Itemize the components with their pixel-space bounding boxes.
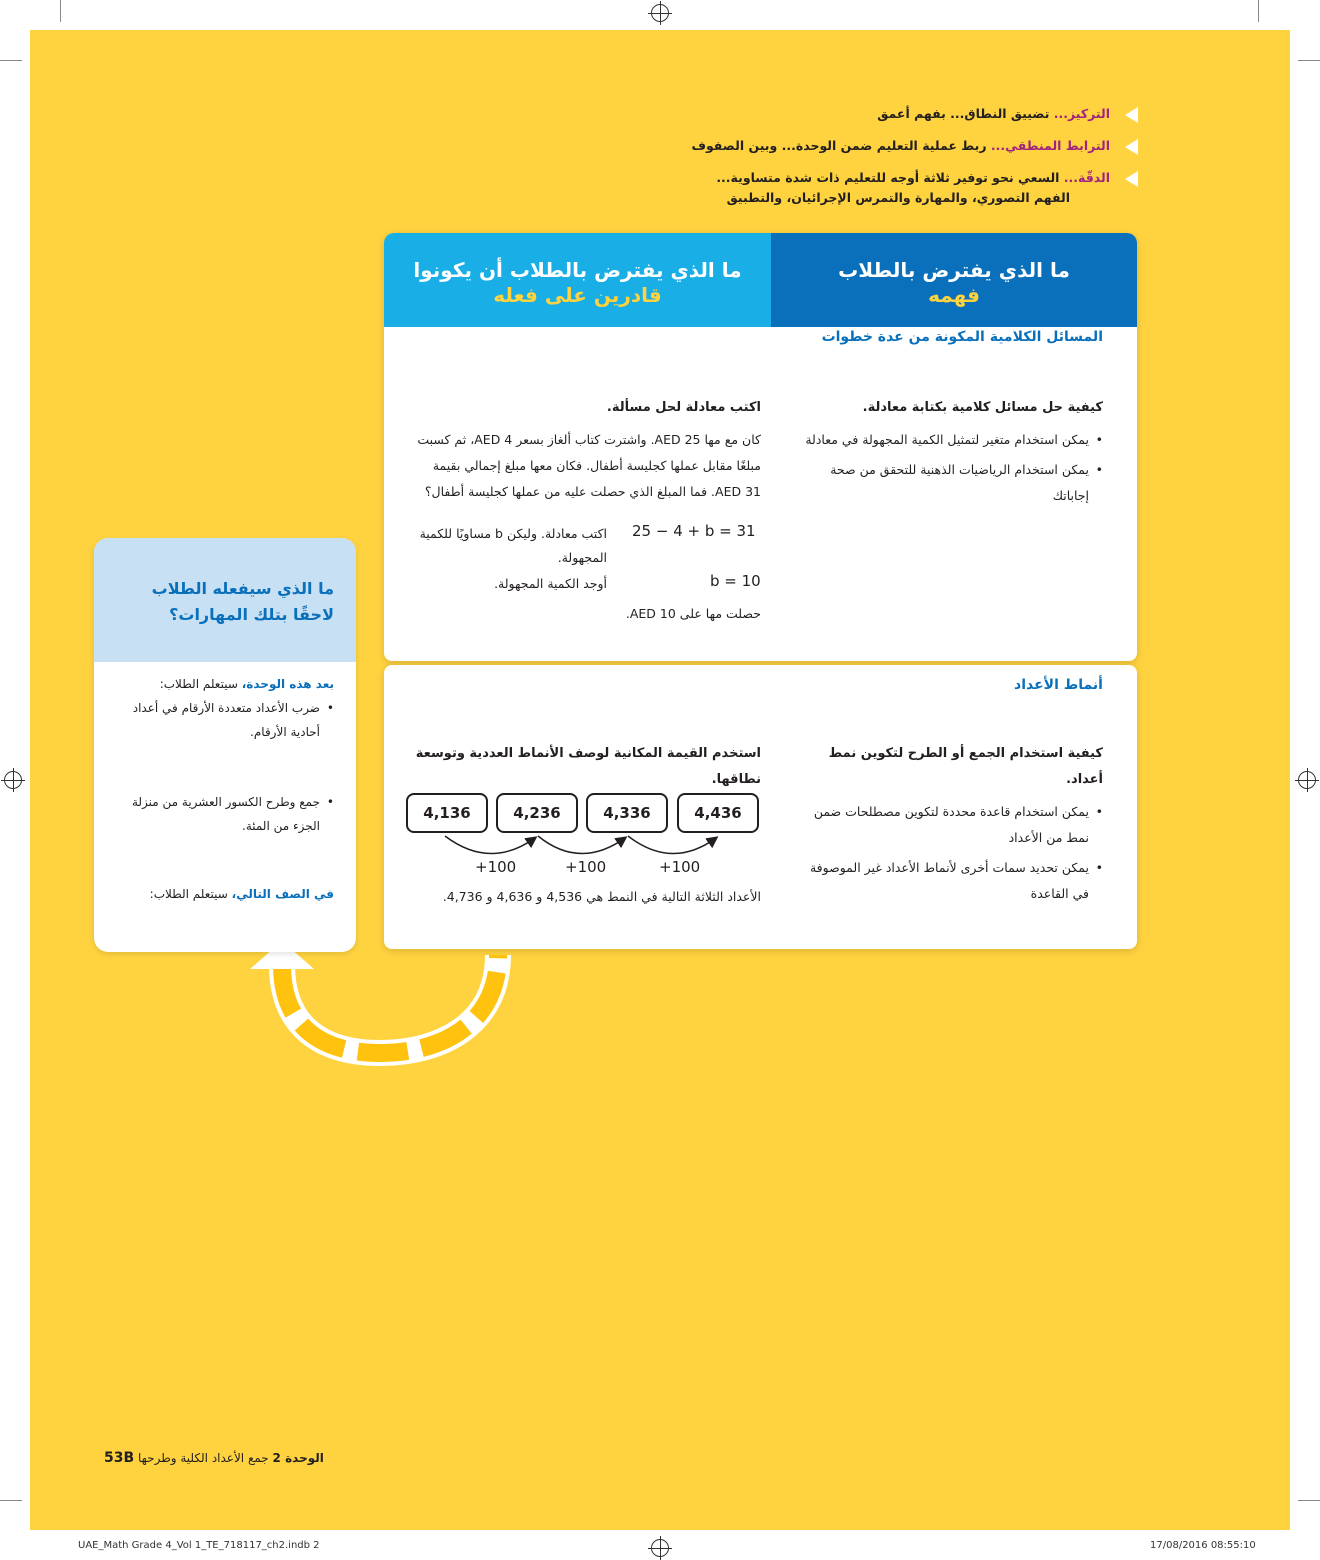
pattern-number-box: 4,136 — [406, 793, 488, 833]
pattern-arrow-icon — [538, 836, 625, 854]
after-unit-block — [112, 672, 334, 744]
understand-header — [771, 233, 1137, 327]
after-unit-bullet: • ضرب الأعداد متعددة الأرقام في أعداد أحادية الأرقام. — [112, 696, 334, 744]
rigor-row — [438, 168, 1138, 208]
next-grade-label: في الصف التالي، — [231, 887, 334, 901]
do-header-title: ما الذي يفترض بالطلاب أن يكونوا — [413, 258, 742, 282]
pattern-increment: +100 — [565, 858, 607, 876]
patterns-bullet: • يمكن استخدام قاعدة محددة لتكوين مصطلحات ضمن نمط من الأعداد — [803, 799, 1103, 851]
pattern-number-box: 4,336 — [586, 793, 668, 833]
understand-header-sub: فهمه — [928, 283, 980, 307]
unit-label: الوحدة 2 — [272, 1451, 324, 1465]
page-footer — [104, 1450, 334, 1466]
pattern-arrow-icon — [628, 836, 716, 854]
do-header — [384, 233, 771, 327]
section-title-multistep: المسائل الكلامية المكونة من عدة خطوات — [821, 329, 1103, 345]
step2-text: أوجد الكمية المجهولة. — [494, 576, 607, 591]
unit-title: جمع الأعداد الكلية وطرحها — [137, 1451, 269, 1465]
after-unit-bullet: • جمع وطرح الكسور العشرية من منزلة الجزء من المئة. — [112, 790, 334, 838]
triangle-bullet-icon — [1125, 107, 1138, 123]
rigor-text: السعي نحو توفير ثلاثة أوجه للتعليم ذات شدة متساوية... — [716, 170, 1064, 185]
understand-column — [803, 395, 1103, 509]
answer-text: حصلت مها على AED 10. — [625, 606, 761, 621]
step1-equation: 25 − 4 + b = 31 — [632, 522, 756, 540]
do-column — [409, 395, 761, 505]
pattern-number-box: 4,236 — [496, 793, 578, 833]
after-unit-label: بعد هذه الوحدة، — [241, 677, 334, 691]
do-heading: اكتب معادلة لحل مسألة. — [606, 400, 761, 415]
focus-text: تضييق النطاق... بفهم أعمق — [877, 106, 1054, 121]
after-unit-bullet-2-block — [112, 790, 334, 838]
registration-mark-top — [651, 4, 669, 22]
coherence-row — [438, 136, 1138, 156]
pattern-increment: +100 — [659, 858, 701, 876]
focus-row — [438, 104, 1138, 124]
multi-step-problems-card — [384, 233, 1137, 661]
word-problem-text: كان مع مها AED 25. واشترت كتاب ألغاز بسعر AED 4، ثم كسبت مبلغًا مقابل عملها كجليسة أطفال. فكان معها مبلغ إجمالي بقيمة AED 31. فما المبلغ الذي حصلت عليه من عملها كجليسة أطفال؟ — [417, 432, 761, 499]
coherence-keyword: الترابط المنطقي... — [990, 138, 1110, 153]
do-header-sub: قادرين على فعله — [493, 283, 662, 307]
cycle-arrow-icon — [240, 935, 530, 1075]
patterns-conclusion: الأعداد الثلاثة التالية في النمط هي 4,536 و 4,636 و 4,736. — [442, 889, 761, 904]
section-title-patterns: أنماط الأعداد — [1014, 677, 1103, 693]
pattern-increment: +100 — [475, 858, 517, 876]
understand-heading: كيفية حل مسائل كلامية بكتابة معادلة. — [862, 400, 1103, 415]
understand-bullet: • يمكن استخدام الرياضيات الذهنية للتحقق من صحة إجاباتك — [803, 457, 1103, 509]
step1-text: اكتب معادلة. وليكن b مساويًا للكمية المجهولة. — [419, 526, 607, 565]
date-slug: 17/08/2016 08:55:10 — [1150, 1540, 1256, 1551]
understand-bullet: • يمكن استخدام متغير لتمثيل الكمية المجهولة في معادلة — [803, 427, 1103, 453]
patterns-bullet: • يمكن تحديد سمات أخرى لأنماط الأعداد غير الموصوفة في القاعدة — [803, 855, 1103, 907]
next-grade-block — [112, 882, 334, 906]
triangle-bullet-icon — [1125, 139, 1138, 155]
focus-keyword: التركيز... — [1053, 106, 1110, 121]
pattern-number-box: 4,436 — [677, 793, 759, 833]
rigor-text-line2: الفهم التصوري، والمهارة والتمرس الإجرائيان، والتطبيق — [726, 190, 1070, 205]
patterns-do-column — [409, 741, 761, 799]
patterns-understand-column — [803, 741, 1103, 907]
file-slug: UAE_Math Grade 4_Vol 1_TE_718117_ch2.indb 2 — [78, 1540, 320, 1551]
patterns-do-heading: استخدم القيمة المكانية لوصف الأنماط العددية وتوسعة نطاقها. — [415, 746, 761, 787]
page-number: 53B — [104, 1450, 135, 1466]
pattern-arrow-icon — [445, 836, 535, 854]
next-skills-box — [94, 538, 356, 952]
triangle-bullet-icon — [1125, 171, 1138, 187]
registration-mark-bottom — [651, 1539, 669, 1557]
registration-mark-right — [1298, 771, 1316, 789]
next-grade-text: سيتعلم الطلاب: — [149, 887, 232, 901]
next-skills-question: ما الذي سيفعله الطلاب لاحقًا بتلك المهارات؟ — [151, 579, 334, 624]
coherence-text: ربط عملية التعليم ضمن الوحدة... وبين الصفوف — [691, 138, 991, 153]
rigor-keyword: الدقّة... — [1063, 170, 1110, 185]
patterns-understand-heading: كيفية استخدام الجمع أو الطرح لتكوين نمط أعداد. — [828, 746, 1103, 787]
registration-mark-left — [4, 771, 22, 789]
focus-list — [438, 104, 1138, 220]
step2-equation: b = 10 — [710, 572, 761, 590]
understand-header-title: ما الذي يفترض بالطلاب — [838, 258, 1070, 282]
after-unit-text: سيتعلم الطلاب: — [159, 677, 242, 691]
